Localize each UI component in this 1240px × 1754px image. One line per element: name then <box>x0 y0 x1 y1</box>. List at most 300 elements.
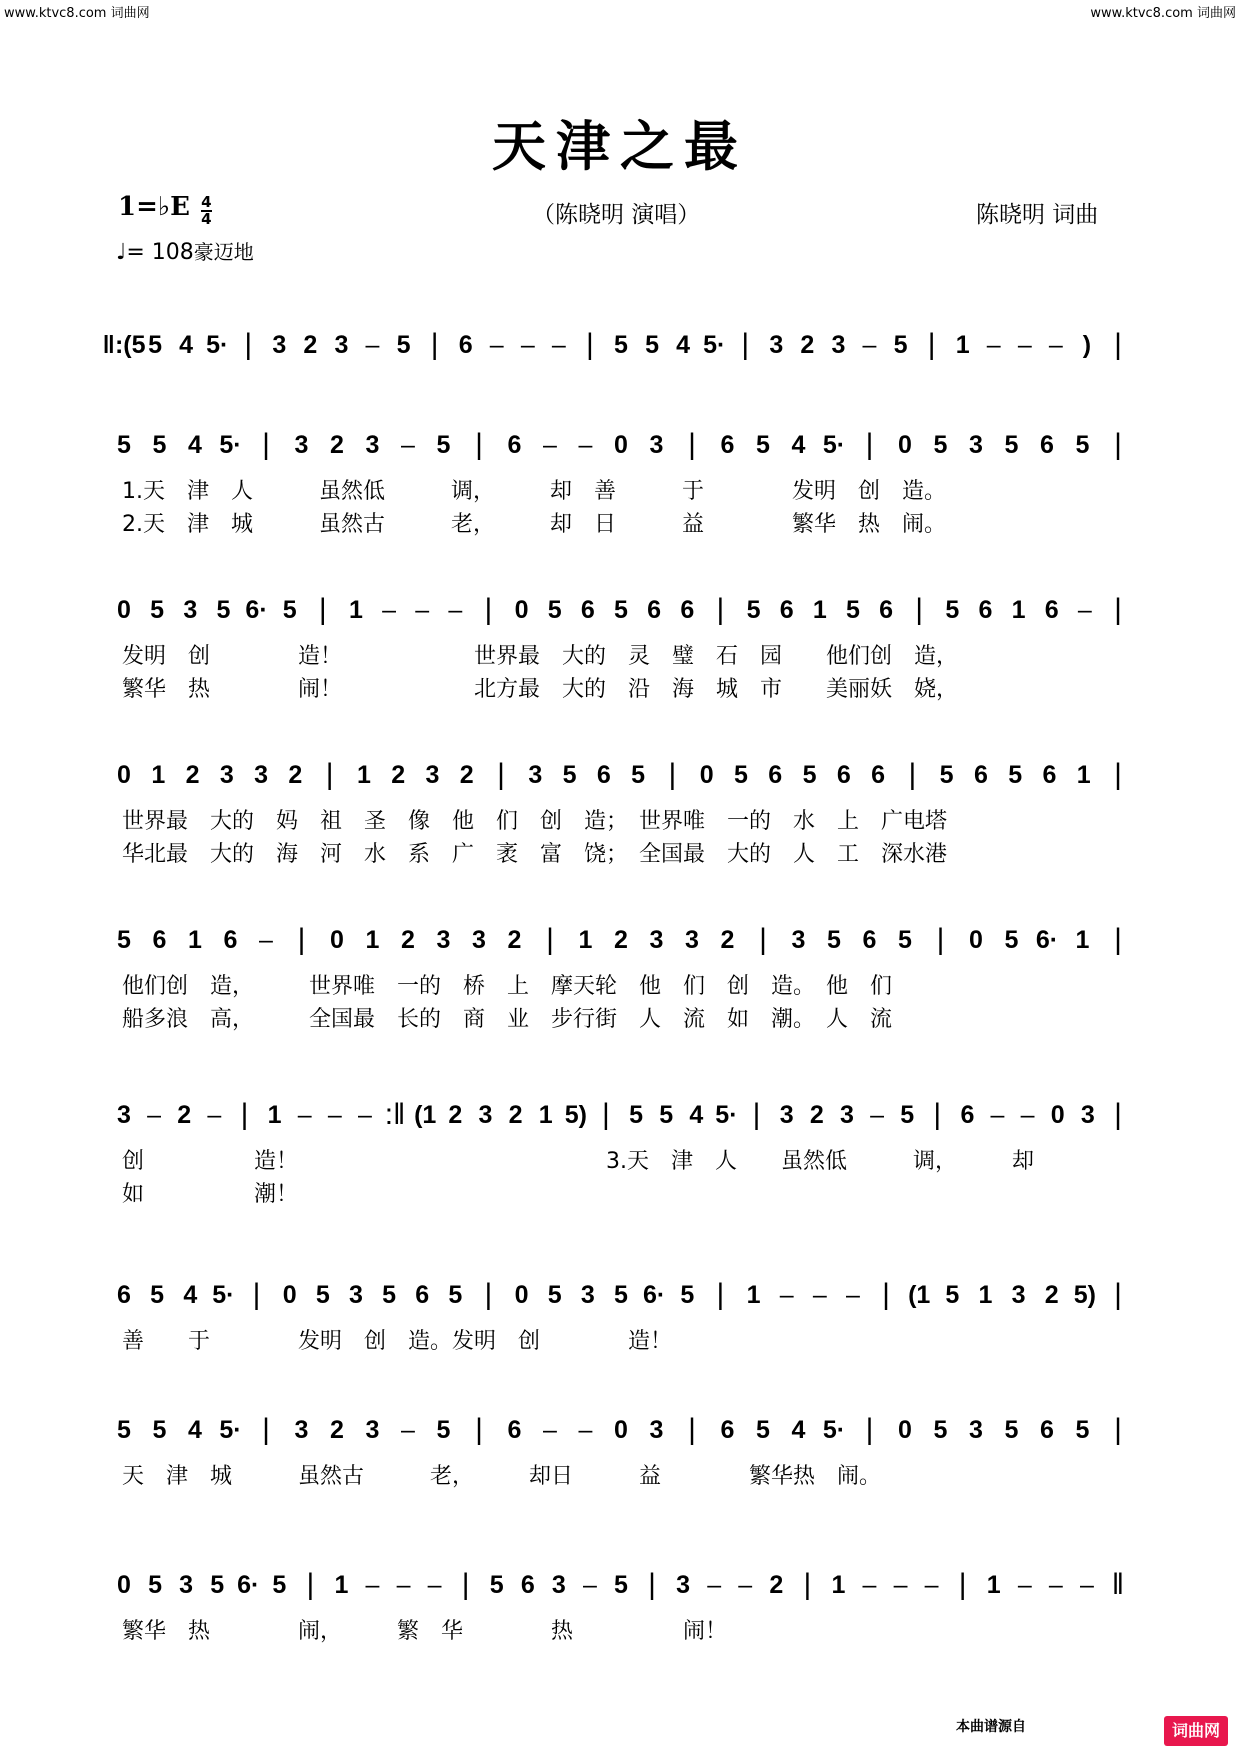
note: 2 <box>508 1101 523 1129</box>
site-url-left[interactable]: www.ktvc8.com 词曲网 <box>4 6 150 21</box>
note: 5 <box>436 431 451 459</box>
note: 5 <box>216 596 231 624</box>
note: 5 <box>933 1416 948 1444</box>
note: 5) <box>564 1101 587 1129</box>
note: 5 <box>933 431 948 459</box>
note: 6 <box>647 596 662 624</box>
note: 2 <box>769 1571 784 1599</box>
note: 5· <box>822 1416 846 1444</box>
note: 5 <box>1075 431 1090 459</box>
note: 3 <box>1080 1101 1095 1129</box>
note: 5 <box>562 761 577 789</box>
barline: | <box>240 1098 249 1131</box>
note: 0 <box>282 1281 297 1309</box>
note: 5· <box>715 1101 738 1129</box>
note: 5· <box>219 431 242 459</box>
barline: | <box>475 428 483 461</box>
note: 6 <box>978 596 993 624</box>
note: – <box>845 1281 860 1309</box>
note: 5 <box>396 331 411 359</box>
note: – <box>489 331 504 359</box>
note: 6 <box>223 926 238 954</box>
note: 5 <box>939 761 954 789</box>
note: 1 <box>151 761 166 789</box>
note: 3 <box>649 926 664 954</box>
note: 5 <box>1004 1416 1019 1444</box>
note: 5 <box>756 1416 770 1444</box>
note: 5 <box>900 1101 915 1129</box>
barline: | <box>1114 1098 1122 1131</box>
barline: | <box>688 1413 696 1446</box>
site-url-right[interactable]: www.ktvc8.com 词曲网 <box>1090 6 1236 21</box>
note: 2 <box>800 331 815 359</box>
lyric-line: 天 津 城 虽然古 老， 却日 益 繁华热 闹。 <box>122 1464 882 1489</box>
note: 6 <box>862 926 877 954</box>
note: 5 <box>734 761 748 789</box>
lyric-line: 船多浪 高， 全国最 长的 商 业 步行街 人 流 如 潮。 人 流 <box>122 1007 893 1032</box>
note: 2 <box>330 1416 344 1444</box>
note: 0 <box>514 1281 529 1309</box>
note: 2 <box>177 1101 192 1129</box>
barline: | <box>908 758 917 791</box>
time-bottom: 4 <box>201 209 212 228</box>
lyric-line: 善 于 发明 创 造。发明 创 造！ <box>122 1329 673 1354</box>
note: 3 <box>580 1281 595 1309</box>
note: 1 <box>955 331 970 359</box>
note: 0 <box>514 596 529 624</box>
note: 4 <box>179 331 194 359</box>
note: 5 <box>547 596 562 624</box>
note: 3 <box>528 761 543 789</box>
note: 2 <box>401 926 415 954</box>
note: 5 <box>680 1281 695 1309</box>
note: 5 <box>746 596 761 624</box>
note: 0 <box>614 1416 628 1444</box>
barline: | <box>716 1278 725 1311</box>
barline: | <box>484 593 493 626</box>
note: – <box>862 331 877 359</box>
note: 5 <box>845 596 860 624</box>
lyric-line: 他们创 造， 世界唯 一的 桥 上 摩天轮 他 们 创 造。 他 们 <box>122 974 893 999</box>
note: 1 <box>1076 761 1091 789</box>
note: – <box>365 331 380 359</box>
note: – <box>990 1101 1005 1129</box>
note: 5 <box>1004 431 1019 459</box>
note: 3 <box>969 1416 983 1444</box>
note: 1 <box>578 926 593 954</box>
note: – <box>1020 1101 1035 1129</box>
note: ‖ <box>1111 1568 1125 1601</box>
barline: | <box>262 1413 270 1446</box>
note: 6 <box>152 926 167 954</box>
note: 6· <box>643 1281 666 1309</box>
note: 3 <box>436 926 451 954</box>
note: 3 <box>769 331 784 359</box>
note: 3 <box>334 331 349 359</box>
barline: | <box>1114 1413 1122 1446</box>
note: 6 <box>960 1101 975 1129</box>
note: 1 <box>1011 596 1026 624</box>
barline: | <box>1114 428 1122 461</box>
note: – <box>578 1416 593 1444</box>
note: 5· <box>206 331 229 359</box>
note: 2 <box>391 761 406 789</box>
note: 5 <box>117 926 131 954</box>
note: (1 <box>414 1101 437 1129</box>
barline: | <box>484 1278 493 1311</box>
barline: | <box>958 1568 967 1601</box>
song-title: 天津之最 <box>492 114 748 178</box>
note: ‖:(5 <box>102 331 146 359</box>
note: – <box>893 1571 908 1599</box>
lyric-line: 世界最 大的 妈 祖 圣 像 他 们 创 造； 世界唯 一的 水 上 广电塔 <box>122 809 948 834</box>
note: – <box>259 926 273 954</box>
note: 3 <box>183 596 198 624</box>
note: 6 <box>879 596 894 624</box>
tempo-expression: 豪迈地 <box>193 240 254 264</box>
tempo-value: ♩= 108 <box>116 240 194 265</box>
note: 4 <box>188 431 202 459</box>
note: 5 <box>382 1281 397 1309</box>
note: 6· <box>237 1571 260 1599</box>
note: 3 <box>969 431 983 459</box>
note: 4 <box>676 331 691 359</box>
note: – <box>1079 1571 1094 1599</box>
note: – <box>520 331 535 359</box>
lyric-line: 华北最 大的 海 河 水 系 广 袤 富 饶； 全国最 大的 人 工 深水港 <box>122 842 948 867</box>
note: – <box>862 1571 877 1599</box>
note: 5 <box>802 761 817 789</box>
note: 2 <box>507 926 522 954</box>
note: 3 <box>425 761 440 789</box>
note: 4 <box>183 1281 198 1309</box>
note: 5 <box>210 1571 225 1599</box>
note: 5 <box>614 1281 628 1309</box>
note: 1 <box>812 596 827 624</box>
note: – <box>297 1101 312 1129</box>
note: 5 <box>1075 1416 1090 1444</box>
note: 6 <box>1044 596 1059 624</box>
note: 2 <box>330 431 344 459</box>
barline: | <box>759 923 767 956</box>
note: 5 <box>150 596 165 624</box>
note: 6 <box>836 761 851 789</box>
barline: | <box>1114 758 1122 791</box>
note: 6 <box>507 1416 522 1444</box>
note: 3 <box>472 926 486 954</box>
note: 6 <box>1040 1416 1054 1444</box>
barline: | <box>252 1278 261 1311</box>
barline: | <box>936 923 945 956</box>
performer: （陈晓明 演唱） <box>532 202 701 228</box>
note: 3 <box>254 761 269 789</box>
note: 3 <box>272 331 287 359</box>
barline: | <box>1114 593 1122 626</box>
note: 5 <box>489 1571 504 1599</box>
note: – <box>327 1101 342 1129</box>
note: 0 <box>898 431 912 459</box>
note: 1 <box>746 1281 761 1309</box>
note: – <box>582 1571 597 1599</box>
note: – <box>924 1571 939 1599</box>
note: 6 <box>507 431 522 459</box>
note: 5 <box>436 1416 451 1444</box>
barline: | <box>602 1098 610 1131</box>
lyric-line: 如 潮！ <box>122 1182 299 1207</box>
note: 0 <box>699 761 714 789</box>
note: – <box>779 1281 794 1309</box>
note: 6 <box>720 431 735 459</box>
lyric-line: 繁华 热 闹， 繁 华 热 闹！ <box>122 1619 728 1644</box>
key-text: 1=♭E <box>118 192 190 222</box>
note: – <box>401 1416 415 1444</box>
note: 6 <box>117 1281 131 1309</box>
note: (1 <box>908 1281 931 1309</box>
lyric-line: 创 造！ 3.天 津 人 虽然低 调， 却 <box>122 1149 1034 1174</box>
note: 1 <box>348 596 363 624</box>
tempo-mark <box>116 236 254 265</box>
note: :‖ <box>384 1098 406 1131</box>
time-top: 4 <box>201 192 212 211</box>
note: 3 <box>219 761 234 789</box>
note: 3 <box>365 1416 380 1444</box>
barline: | <box>1114 328 1122 361</box>
note: 2 <box>185 761 200 789</box>
note: 6 <box>1042 761 1057 789</box>
barline: | <box>803 1568 812 1601</box>
note: – <box>382 596 397 624</box>
note: 5· <box>703 331 726 359</box>
note: 5 <box>614 1571 628 1599</box>
note: 5· <box>212 1281 235 1309</box>
note: 2 <box>720 926 735 954</box>
note: 1 <box>365 926 380 954</box>
note: 5) <box>1073 1281 1096 1309</box>
note: 3 <box>839 1101 854 1129</box>
note: – <box>1017 1571 1032 1599</box>
note: 5 <box>945 1281 960 1309</box>
note: 2 <box>448 1101 463 1129</box>
note: 0 <box>898 1416 912 1444</box>
note: – <box>448 596 463 624</box>
note: – <box>415 596 430 624</box>
barline: | <box>933 1098 942 1131</box>
barline: | <box>1114 923 1122 956</box>
note: – <box>1048 1571 1063 1599</box>
note: – <box>707 1571 722 1599</box>
note: 0 <box>117 761 131 789</box>
note: 4 <box>791 1416 806 1444</box>
note: 5 <box>827 926 841 954</box>
note: – <box>870 1101 884 1129</box>
lyric-line: 发明 创 造！ 世界最 大的 灵 璧 石 园 他们创 造， <box>122 644 959 669</box>
note: 3 <box>294 1416 309 1444</box>
note: 5 <box>282 596 297 624</box>
note: 2 <box>809 1101 824 1129</box>
note: – <box>551 331 566 359</box>
note: 6 <box>973 761 988 789</box>
note: 6 <box>1040 431 1054 459</box>
note: – <box>401 431 415 459</box>
note: 3 <box>551 1571 566 1599</box>
note: 1 <box>986 1571 1001 1599</box>
note: 6 <box>871 761 886 789</box>
note: 2 <box>303 331 318 359</box>
note: 5 <box>756 431 770 459</box>
note: – <box>543 431 557 459</box>
note: 1 <box>188 926 202 954</box>
note: 5 <box>148 331 163 359</box>
barline: | <box>688 428 696 461</box>
note: 4 <box>689 1101 704 1129</box>
note: 5 <box>631 761 646 789</box>
note: 5 <box>614 596 628 624</box>
note: 3 <box>791 926 806 954</box>
note: 3 <box>117 1101 131 1129</box>
barline: | <box>668 758 677 791</box>
barline: | <box>716 593 725 626</box>
note: 6 <box>415 1281 430 1309</box>
barline: | <box>475 1413 483 1446</box>
note: 4 <box>791 431 806 459</box>
barline: | <box>1114 1278 1122 1311</box>
note: 5 <box>150 1281 165 1309</box>
note: – <box>578 431 593 459</box>
barline: | <box>497 758 505 791</box>
note: 5 <box>614 331 628 359</box>
note: 5 <box>629 1101 643 1129</box>
note: 5 <box>148 1571 163 1599</box>
barline: | <box>752 1098 761 1131</box>
note: 6· <box>245 596 268 624</box>
note: 3 <box>779 1101 794 1129</box>
barline: | <box>318 593 327 626</box>
note: – <box>1048 331 1063 359</box>
note: 3 <box>179 1571 194 1599</box>
lyric-line: 1.天 津 人 虽然低 调， 却 善 于 发明 创 造。 <box>122 479 946 504</box>
barline: | <box>244 328 253 361</box>
note: 6 <box>680 596 695 624</box>
footer-logo[interactable]: 词曲网 <box>1164 1716 1228 1746</box>
time-signature <box>201 192 212 228</box>
note: – <box>427 1571 442 1599</box>
note: 5 <box>272 1571 287 1599</box>
note: 3 <box>649 431 664 459</box>
note: 3 <box>676 1571 691 1599</box>
note: 0 <box>330 926 344 954</box>
lyric-line: 繁华 热 闹！ 北方最 大的 沿 海 城 市 美丽妖 娆， <box>122 677 959 702</box>
note: 5 <box>448 1281 463 1309</box>
note: 5 <box>152 1416 167 1444</box>
note: 6 <box>580 596 595 624</box>
barline: | <box>927 328 936 361</box>
note: 3 <box>365 431 380 459</box>
note: 1 <box>538 1101 553 1129</box>
note: 0 <box>969 926 983 954</box>
note: 3 <box>1011 1281 1026 1309</box>
note: 5 <box>1008 761 1023 789</box>
barline: | <box>430 328 439 361</box>
note: – <box>1017 331 1032 359</box>
note: 5 <box>659 1101 674 1129</box>
note: 1 <box>978 1281 993 1309</box>
note: 5 <box>547 1281 562 1309</box>
barline: | <box>741 328 750 361</box>
barline: | <box>461 1568 470 1601</box>
note: 2 <box>1044 1281 1059 1309</box>
barline: | <box>325 758 334 791</box>
note: 2 <box>288 761 303 789</box>
note: – <box>738 1571 753 1599</box>
barline: | <box>546 923 554 956</box>
note: 5 <box>945 596 960 624</box>
lyric-line: 2.天 津 城 虽然古 老， 却 日 益 繁华 热 闹。 <box>122 512 946 537</box>
note: 1 <box>334 1571 349 1599</box>
note: 5· <box>219 1416 242 1444</box>
note: 2 <box>614 926 628 954</box>
note: – <box>365 1571 380 1599</box>
note: 0 <box>614 431 628 459</box>
note: 3 <box>294 431 309 459</box>
note: 1 <box>1075 926 1090 954</box>
note: 1 <box>267 1101 282 1129</box>
barline: | <box>915 593 924 626</box>
credit: 陈晓明 词曲 <box>976 202 1099 228</box>
note: 0 <box>1050 1101 1065 1129</box>
note: 4 <box>188 1416 202 1444</box>
note: 6 <box>779 596 794 624</box>
note: – <box>207 1101 222 1129</box>
barline: | <box>586 328 594 361</box>
note: 6· <box>1035 926 1059 954</box>
barline: | <box>882 1278 890 1311</box>
barline: | <box>648 1568 656 1601</box>
note: 5 <box>117 431 131 459</box>
note: 3 <box>649 1416 664 1444</box>
note: 6 <box>768 761 783 789</box>
note: – <box>396 1571 411 1599</box>
note: 5 <box>152 431 167 459</box>
note: 3 <box>831 331 846 359</box>
note: – <box>543 1416 557 1444</box>
note: 6 <box>720 1416 735 1444</box>
note: 5 <box>893 331 908 359</box>
barline: | <box>865 1413 874 1446</box>
barline: | <box>297 923 306 956</box>
note: 6 <box>596 761 611 789</box>
note: – <box>812 1281 827 1309</box>
note: 5· <box>822 431 846 459</box>
note: 0 <box>117 1571 131 1599</box>
note: 5 <box>645 331 660 359</box>
note: – <box>358 1101 372 1129</box>
note: ) <box>1082 331 1092 359</box>
note: 6 <box>458 331 473 359</box>
note: 1 <box>356 761 371 789</box>
note: 2 <box>459 761 474 789</box>
note: 0 <box>117 596 131 624</box>
note: 6 <box>520 1571 535 1599</box>
note: 5 <box>898 926 912 954</box>
barline: | <box>306 1568 315 1601</box>
note: 5 <box>1004 926 1019 954</box>
footer-source: 本曲谱源自 <box>956 1719 1026 1735</box>
note: 5 <box>117 1416 131 1444</box>
note: 3 <box>348 1281 363 1309</box>
note: – <box>147 1101 162 1129</box>
note: 1 <box>831 1571 846 1599</box>
note: 3 <box>685 926 699 954</box>
